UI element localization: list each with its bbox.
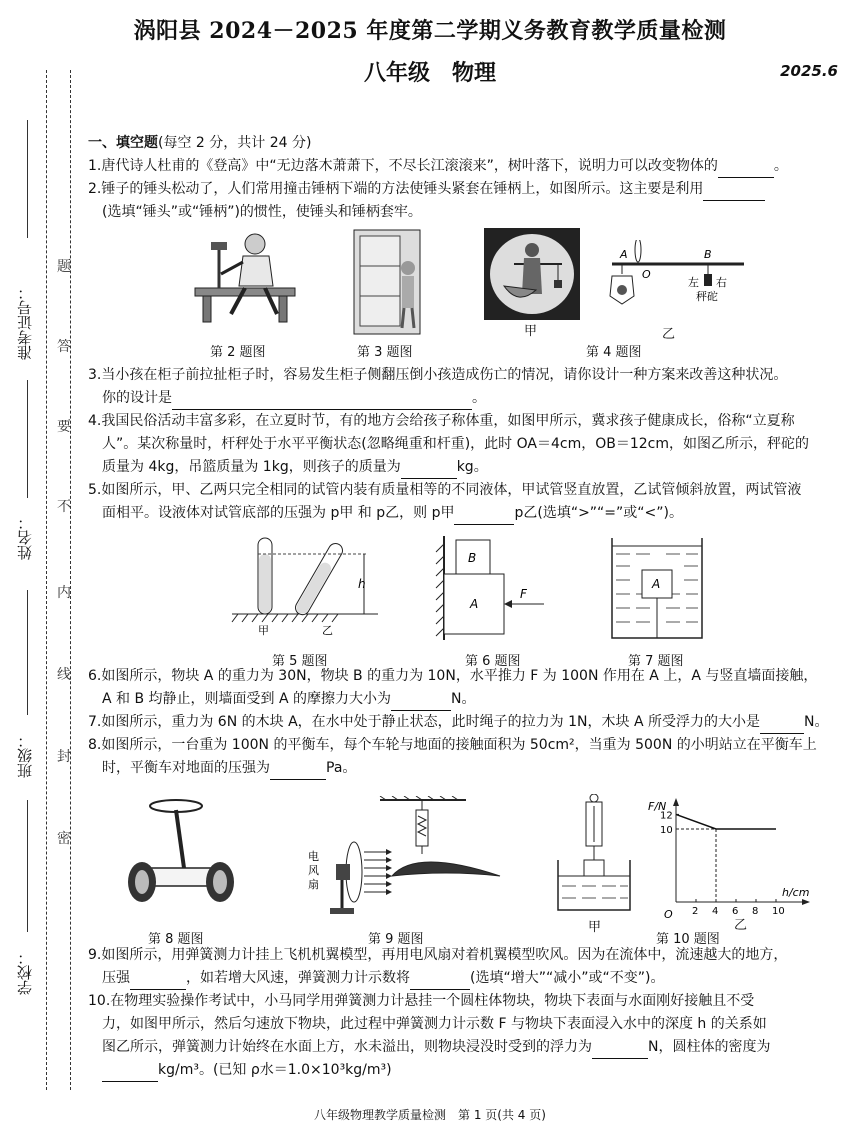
side-field-name: 姓名： <box>16 515 34 560</box>
question-block-3 <box>88 665 848 780</box>
question-8: 8.如图所示，一台重为 100N 的平衡车，每个车轮与地面的接触面积为 50cm²，当重为 500N 的小明站立在平衡车上 <box>88 737 817 753</box>
figure-5-test-tubes <box>228 534 388 638</box>
answer-blank[interactable] <box>718 161 774 178</box>
figure-10-jia-spring-scale <box>552 794 636 918</box>
fig4-right: 右 <box>716 276 727 289</box>
question-7: 7.如图所示，重力为 6N 的木块 A，在水中处于静止状态，此时绳子的拉力为 1N，木块 A 所受浮力的大小是 N。 <box>88 711 848 734</box>
question-1: 1.唐代诗人杜甫的《登高》中“无边落木萧萧下，不尽长江滚滚来”，树叶落下，说明力可以改变物体的 。 <box>88 155 848 178</box>
question-6: 6.如图所示，物块 A 的重力为 30N，物块 B 的重力为 10N，水平推力 F 为 100N 作用在 A 上，A 与竖直墙面接触， <box>88 668 818 684</box>
caption-fig3: 第 3 题图 <box>357 345 413 360</box>
exam-date: 2025.6 <box>780 62 838 80</box>
fig6-block-a: A <box>470 597 479 611</box>
fig9-fan-label: 风 <box>308 864 319 877</box>
question-block-4 <box>88 944 848 1082</box>
question-10-cont: 力，如图甲所示，然后匀速放下物块，此过程中弹簧测力计示数 F 与物块下表面浸入水中的深度 h 的关系如 <box>102 1016 767 1032</box>
question-4: 4.我国民俗活动丰富多彩，在立夏时节，有的地方会给孩子称体重，如图甲所示，冀求孩子健康成长，俗称“立夏称 <box>88 413 795 429</box>
seal-char: 不 <box>57 499 71 515</box>
caption-fig10: 第 10 题图 <box>656 932 720 947</box>
caption-fig4: 第 4 题图 <box>586 345 642 360</box>
fig6-block-b: B <box>468 551 477 565</box>
chart-y-label: F/N <box>648 800 667 813</box>
fig4-point-a: A <box>620 248 628 261</box>
caption-fig6: 第 6 题图 <box>465 654 521 669</box>
fig10-label-jia: 甲 <box>588 920 602 935</box>
page-footer: 八年级物理教学质量检测 第 1 页(共 4 页) <box>314 1108 546 1122</box>
question-block-1 <box>88 132 848 224</box>
caption-fig9: 第 9 题图 <box>368 932 424 947</box>
fig4-point-o: O <box>642 268 651 281</box>
question-3: 3.当小孩在柜子前拉扯柜子时，容易发生柜子侧翻压倒小孩造成伤亡的情况，请你设计一种方案来改善这种状况。 <box>88 367 788 383</box>
question-2: 2.锤子的锤头松动了，人们常用撞击锤柄下端的方法使锤头紧套在锤柄上，如图所示。这主要是利用 <box>88 178 848 201</box>
fig7-block-a: A <box>652 577 661 591</box>
caption-fig5: 第 5 题图 <box>272 654 328 669</box>
question-block-2 <box>88 364 848 525</box>
answer-blank[interactable] <box>270 763 326 780</box>
figure-7-block-water <box>610 536 704 640</box>
fig4-label-jia: 甲 <box>524 324 538 339</box>
school-line <box>27 800 28 932</box>
caption-fig7: 第 7 题图 <box>628 654 684 669</box>
class-line <box>27 590 28 715</box>
fig4-point-b: B <box>704 248 712 261</box>
question-10-cont3: kg/m³。(已知 ρ水＝1.0×10³kg/m³) <box>88 1059 848 1082</box>
question-9: 9.如图所示，用弹簧测力计挂上飞机机翼模型，再用电风扇对着机翼模型吹风。因为在流体中，流速越大的地方， <box>88 947 788 963</box>
exam-title: 涡阳县 2024－2025 年度第二学期义务教育教学质量检测 <box>133 18 727 44</box>
seal-char: 密 <box>57 831 71 847</box>
answer-blank[interactable] <box>130 973 186 990</box>
question-10: 10.在物理实验操作考试中，小马同学用弹簧测力计悬挂一个圆柱体物块，物块下表面与水面刚好接触且不受 <box>88 993 755 1009</box>
question-10-cont2: 图乙所示，弹簧测力计始终在水面上方，水未溢出，则物块浸没时受到的浮力为 N，圆柱体的密度为 <box>88 1036 848 1059</box>
question-5-cont: 面相平。设液体对试管底部的压强为 p甲 和 p乙，则 p甲 p乙(选填“>”“=”或“<”)。 <box>88 502 848 525</box>
fig9-fan-label: 扇 <box>308 878 319 891</box>
chart-x-label: h/cm <box>782 886 810 899</box>
question-6-cont: A 和 B 均静止，则墙面受到 A 的摩擦力大小为 N。 <box>88 688 848 711</box>
answer-blank[interactable] <box>410 973 470 990</box>
question-9-cont: 压强 ，如若增大风速，弹簧测力计示数将 (选填“增大”“减小”或“不变”)。 <box>88 967 848 990</box>
seal-char: 要 <box>57 419 71 435</box>
fig5-h-label: h <box>358 577 366 591</box>
question-2-cont: (选填“锤头”或“锤柄”)的惯性，使锤头和锤柄套牢。 <box>102 204 422 220</box>
chart-x-tick-label: 2 <box>692 906 699 917</box>
figure-8-balance-scooter <box>118 796 242 906</box>
fig9-fan-label: 电 <box>308 850 319 863</box>
side-field-class: 班级： <box>16 733 34 778</box>
answer-blank[interactable] <box>760 717 804 734</box>
question-4-cont: 人”。某次称量时，杆秤处于水平平衡状态(忽略绳重和杆重)，此时 OA＝4cm，OB＝12cm，如图乙所示，秤砣的 <box>102 436 809 452</box>
figure-2-hammer-man <box>185 228 305 326</box>
section-heading: 一、填空题(每空 2 分，共计 24 分) <box>88 135 312 151</box>
figure-4-yi-steelyard <box>608 240 748 322</box>
fig4-left: 左 <box>688 276 699 289</box>
chart-y-tick-label: 10 <box>660 825 673 836</box>
binding-dashed-line-outer <box>70 70 71 1090</box>
question-3-cont: 你的设计是 。 <box>88 387 848 410</box>
chart-y-tick-label: 12 <box>660 810 673 822</box>
chart-x-tick-label: 6 <box>732 906 739 917</box>
fig6-force-f: F <box>520 587 527 601</box>
caption-fig2: 第 2 题图 <box>210 345 266 360</box>
side-field-school: 学校： <box>16 950 34 995</box>
figure-9-wing-fan <box>306 796 506 920</box>
chart-x-tick-label: 10 <box>772 906 785 917</box>
exam-number-line <box>27 120 28 238</box>
answer-blank[interactable] <box>592 1042 648 1059</box>
answer-blank[interactable] <box>703 184 765 201</box>
figure-4-jia-weighing <box>484 228 580 320</box>
caption-fig8: 第 8 题图 <box>148 932 204 947</box>
answer-blank[interactable] <box>172 393 472 410</box>
seal-char: 线 <box>57 667 71 683</box>
seal-char: 内 <box>57 585 71 601</box>
chart-x-tick-label: 4 <box>712 906 719 917</box>
figure-6-blocks-wall <box>430 534 550 642</box>
question-4-cont2: 质量为 4kg，吊篮质量为 1kg，则孩子的质量为 kg。 <box>88 456 848 479</box>
exam-subtitle: 八年级 物理 <box>363 60 496 86</box>
name-line <box>27 380 28 498</box>
question-5: 5.如图所示，甲、乙两只完全相同的试管内装有质量相等的不同液体，甲试管竖直放置，乙试管倾斜放置，两试管液 <box>88 482 802 498</box>
fig10-label-yi: 乙 <box>734 918 748 933</box>
answer-blank[interactable] <box>391 694 451 711</box>
chart-x-axis-arrow <box>802 899 810 905</box>
fig5-jia: 甲 <box>258 624 269 637</box>
fig4-weight-label: 秤砣 <box>696 290 718 303</box>
fig5-yi: 乙 <box>322 624 333 637</box>
answer-blank[interactable] <box>102 1065 158 1082</box>
question-8-cont: 时，平衡车对地面的压强为 Pa。 <box>88 757 848 780</box>
figure-3-cabinet <box>352 228 422 336</box>
chart-y-axis-arrow <box>673 798 679 806</box>
answer-blank[interactable] <box>401 462 457 479</box>
figure-10-force-depth-graph <box>646 796 816 920</box>
answer-blank[interactable] <box>454 508 514 525</box>
fig4-label-yi: 乙 <box>662 327 676 342</box>
seal-char: 题 <box>57 259 71 275</box>
side-field-exam-number: 准考证号： <box>16 285 34 360</box>
seal-char: 答 <box>57 339 71 355</box>
chart-series-line <box>676 814 776 829</box>
chart-x-tick-label: 8 <box>752 906 759 917</box>
seal-char: 封 <box>57 749 71 765</box>
chart-origin: O <box>664 908 673 920</box>
